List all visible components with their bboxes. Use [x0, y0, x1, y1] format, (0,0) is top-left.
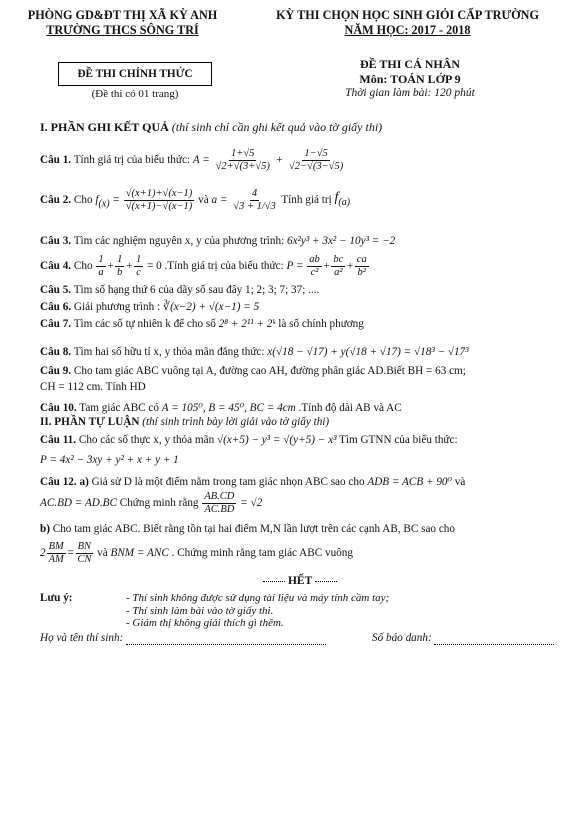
end-mark-right-dash — [315, 581, 337, 582]
q4-condition: $\frac{1}{a}$ + $\frac{1}{b}$ + $\frac{1}{c}$ — [98, 253, 142, 278]
end-mark-left-dash — [263, 581, 285, 582]
exam-title: KỲ THI CHỌN HỌC SINH GIỎI CẤP TRƯỜNG — [276, 8, 539, 22]
candidate-id-field — [372, 631, 554, 645]
question-11 — [40, 433, 570, 447]
part2-note: (thí sinh trình bày lời giải vào tờ giấy thi) — [139, 416, 330, 428]
part1-title: I. PHẦN GHI KẾT QUẢ — [40, 120, 169, 134]
q12b-mid: và — [94, 547, 111, 559]
q12a-text: Giả sử D là một điểm nằm trong tam giác nhọn ABC sao cho — [88, 476, 368, 488]
q2-end: Tính giá trị — [278, 194, 335, 206]
q12a-frac-den: AC.BD — [204, 503, 235, 515]
q10-label: Câu 10. — [40, 402, 77, 414]
question-12b — [40, 522, 570, 536]
candidate-name-label: Họ và tên thí sinh: — [40, 632, 124, 644]
q11-equation: √(x+5) − y³ = √(y+5) − x³ — [216, 434, 337, 446]
notes-list — [126, 592, 389, 630]
q1-formula: A = $\frac{1+√5}{√2+√(3+√5)}$ + $\frac{1-√5}{√2-√(3-√5)}$ — [192, 147, 344, 172]
q3-text: Tìm các nghiệm nguyên x, y của phương trình: — [71, 235, 287, 247]
q6-equation: ∛(x−2) + √(x−1) = 5 — [162, 301, 260, 313]
q12b-ratio: 2 $\frac{BM}{AM}$ = $\frac{BN}{CN}$ — [40, 540, 92, 565]
question-12b-line2 — [40, 538, 570, 568]
note-item: - Giám thị không giải thích gì thêm. — [126, 617, 284, 629]
school-name: TRƯỜNG THCS SÔNG TRÍ — [46, 23, 199, 37]
question-12a — [40, 475, 570, 489]
notes-label: Lưu ý: — [40, 592, 73, 604]
subject: Môn: TOÁN LỚP 9 — [359, 72, 461, 86]
q12a-label: Câu 12. a) — [40, 476, 89, 488]
q10-data: A = 105⁰, B = 45⁰, BC = 4cm — [161, 402, 296, 414]
note-item: - Thí sinh không được sử dụng tài liệu và máy tính cầm tay; — [126, 592, 390, 604]
candidate-id-label: Số báo danh: — [372, 632, 432, 644]
question-1 — [40, 144, 570, 176]
q12a-condition: AC.BD = AD.BC — [40, 497, 117, 509]
question-9 — [40, 364, 570, 378]
q4-label: Câu 4. — [40, 260, 72, 272]
q9-text: Cho tam giác ABC vuông tại A, đường cao AH, đường phân giác AD.Biết BH = 63 cm; — [71, 365, 466, 377]
q7-text: Tìm các số tự nhiên k để cho số — [71, 318, 219, 330]
q2-target: $f_{(a)}$ — [334, 189, 351, 208]
q6-text: Giải phương trình : — [71, 301, 163, 313]
q1-label: Câu 1. — [40, 154, 72, 166]
q12a-frac-end: = √2 — [237, 497, 263, 509]
exam-time: Thời gian làm bài: 120 phút — [345, 87, 475, 99]
q8-text: Tìm hai số hữu tỉ x, y thỏa mãn đẳng thức: — [71, 346, 268, 358]
q3-equation: 6x²y³ + 3x² − 10y³ = −2 — [287, 235, 396, 247]
part1-note: (thí sinh chỉ cần ghi kết quả vào tờ giấy thi) — [168, 120, 383, 134]
q5-label: Câu 5. — [40, 284, 72, 296]
q6-label: Câu 6. — [40, 301, 72, 313]
q11-text: Cho các số thực x, y thỏa mãn — [76, 434, 217, 446]
q2-text: Cho — [71, 194, 96, 206]
q9-label: Câu 9. — [40, 365, 72, 377]
question-7 — [40, 317, 570, 331]
department-header — [10, 8, 235, 38]
q4-text: Cho — [71, 260, 96, 272]
part2-heading — [40, 415, 570, 429]
q12b-text: Cho tam giác ABC. Biết rằng tồn tại hai điểm M,N lần lượt trên các cạnh AB, BC sao cho — [49, 523, 455, 535]
q7-label: Câu 7. — [40, 318, 72, 330]
q7-expression: 2⁸ + 2¹¹ + 2ᵏ — [218, 318, 276, 330]
end-mark-text: HẾT — [287, 575, 313, 587]
q12a-prove: Chứng minh rằng — [116, 497, 202, 509]
candidate-name-dots — [126, 644, 326, 645]
q2-mid: và — [195, 194, 212, 206]
q10-text: Tam giác ABC có — [76, 402, 162, 414]
question-2 — [40, 183, 570, 217]
q12a-frac-num: AB.CD — [204, 490, 235, 502]
q5-text: Tìm số hạng thứ 6 của dãy số sau đây 1; 2; 3; 7; 37; .... — [71, 284, 320, 296]
school-year: NĂM HỌC: 2017 - 2018 — [344, 23, 471, 37]
q11-expression: P = 4x² − 3xy + y² + x + y + 1 — [40, 454, 179, 466]
q2-label: Câu 2. — [40, 194, 72, 206]
q10-end: .Tính độ dài AB và AC — [295, 402, 402, 414]
q2-function: $f_{(x)}$ = $\frac{√(x+1)+√(x-1)}{√(x+1)-√(x-1)}$ — [95, 187, 193, 212]
question-6 — [40, 300, 570, 314]
q11-label: Câu 11. — [40, 434, 77, 446]
q12a-fraction — [202, 491, 236, 516]
q12b-label: b) — [40, 523, 50, 535]
q3-label: Câu 3. — [40, 235, 72, 247]
part1-heading — [40, 120, 570, 134]
candidate-name-field — [40, 631, 326, 645]
department-name: PHÒNG GD&ĐT THỊ XÃ KỲ ANH — [27, 8, 218, 22]
q1-text: Tính giá trị của biểu thức: — [71, 154, 193, 166]
pages-note: (Đề thi có 01 trang) — [91, 88, 179, 100]
exam-header — [235, 8, 580, 38]
question-9-line2: CH = 112 cm. Tính HD — [40, 381, 146, 393]
candidate-id-dots — [434, 644, 554, 645]
official-exam-box — [58, 62, 212, 86]
official-label: ĐỀ THI CHÍNH THỨC — [77, 68, 193, 80]
q12a-end: và — [452, 476, 466, 488]
end-mark — [245, 575, 355, 587]
question-12a-line2 — [40, 488, 570, 518]
q8-equation: x(√18 − √17) + y(√18 + √17) = √18³ − √17³ — [267, 346, 469, 358]
q12b-end: . Chứng minh rằng tam giác ABC vuông — [168, 547, 353, 559]
question-3 — [40, 234, 570, 248]
q7-end: là số chính phương — [275, 318, 364, 330]
q12b-angle: BNM = ANC — [110, 547, 169, 559]
q2-a-value: a = $\frac{4}{√3 + 1/√3}$ — [211, 187, 276, 212]
question-8 — [40, 345, 570, 359]
part2-title: II. PHẦN TỰ LUẬN — [40, 416, 140, 428]
q11-end: Tìm GTNN của biểu thức: — [336, 434, 458, 446]
q8-label: Câu 8. — [40, 346, 72, 358]
q4-mid: = 0 .Tính giá trị của biểu thức: — [144, 260, 287, 272]
question-4 — [40, 251, 570, 281]
question-5 — [40, 283, 570, 297]
question-10 — [40, 401, 570, 415]
note-item: - Thí sinh làm bài vào tờ giấy thi. — [126, 604, 274, 617]
q12a-angle: ADB = ACB + 90⁰ — [367, 476, 452, 488]
q4-expression: P = $\frac{ab}{\text{c²}}$ + $\frac{bc}{\text{a²}}$ + $\frac{ca}{\text{b²}}$ — [286, 253, 367, 278]
exam-type: ĐỀ THI CÁ NHÂN — [359, 57, 461, 71]
